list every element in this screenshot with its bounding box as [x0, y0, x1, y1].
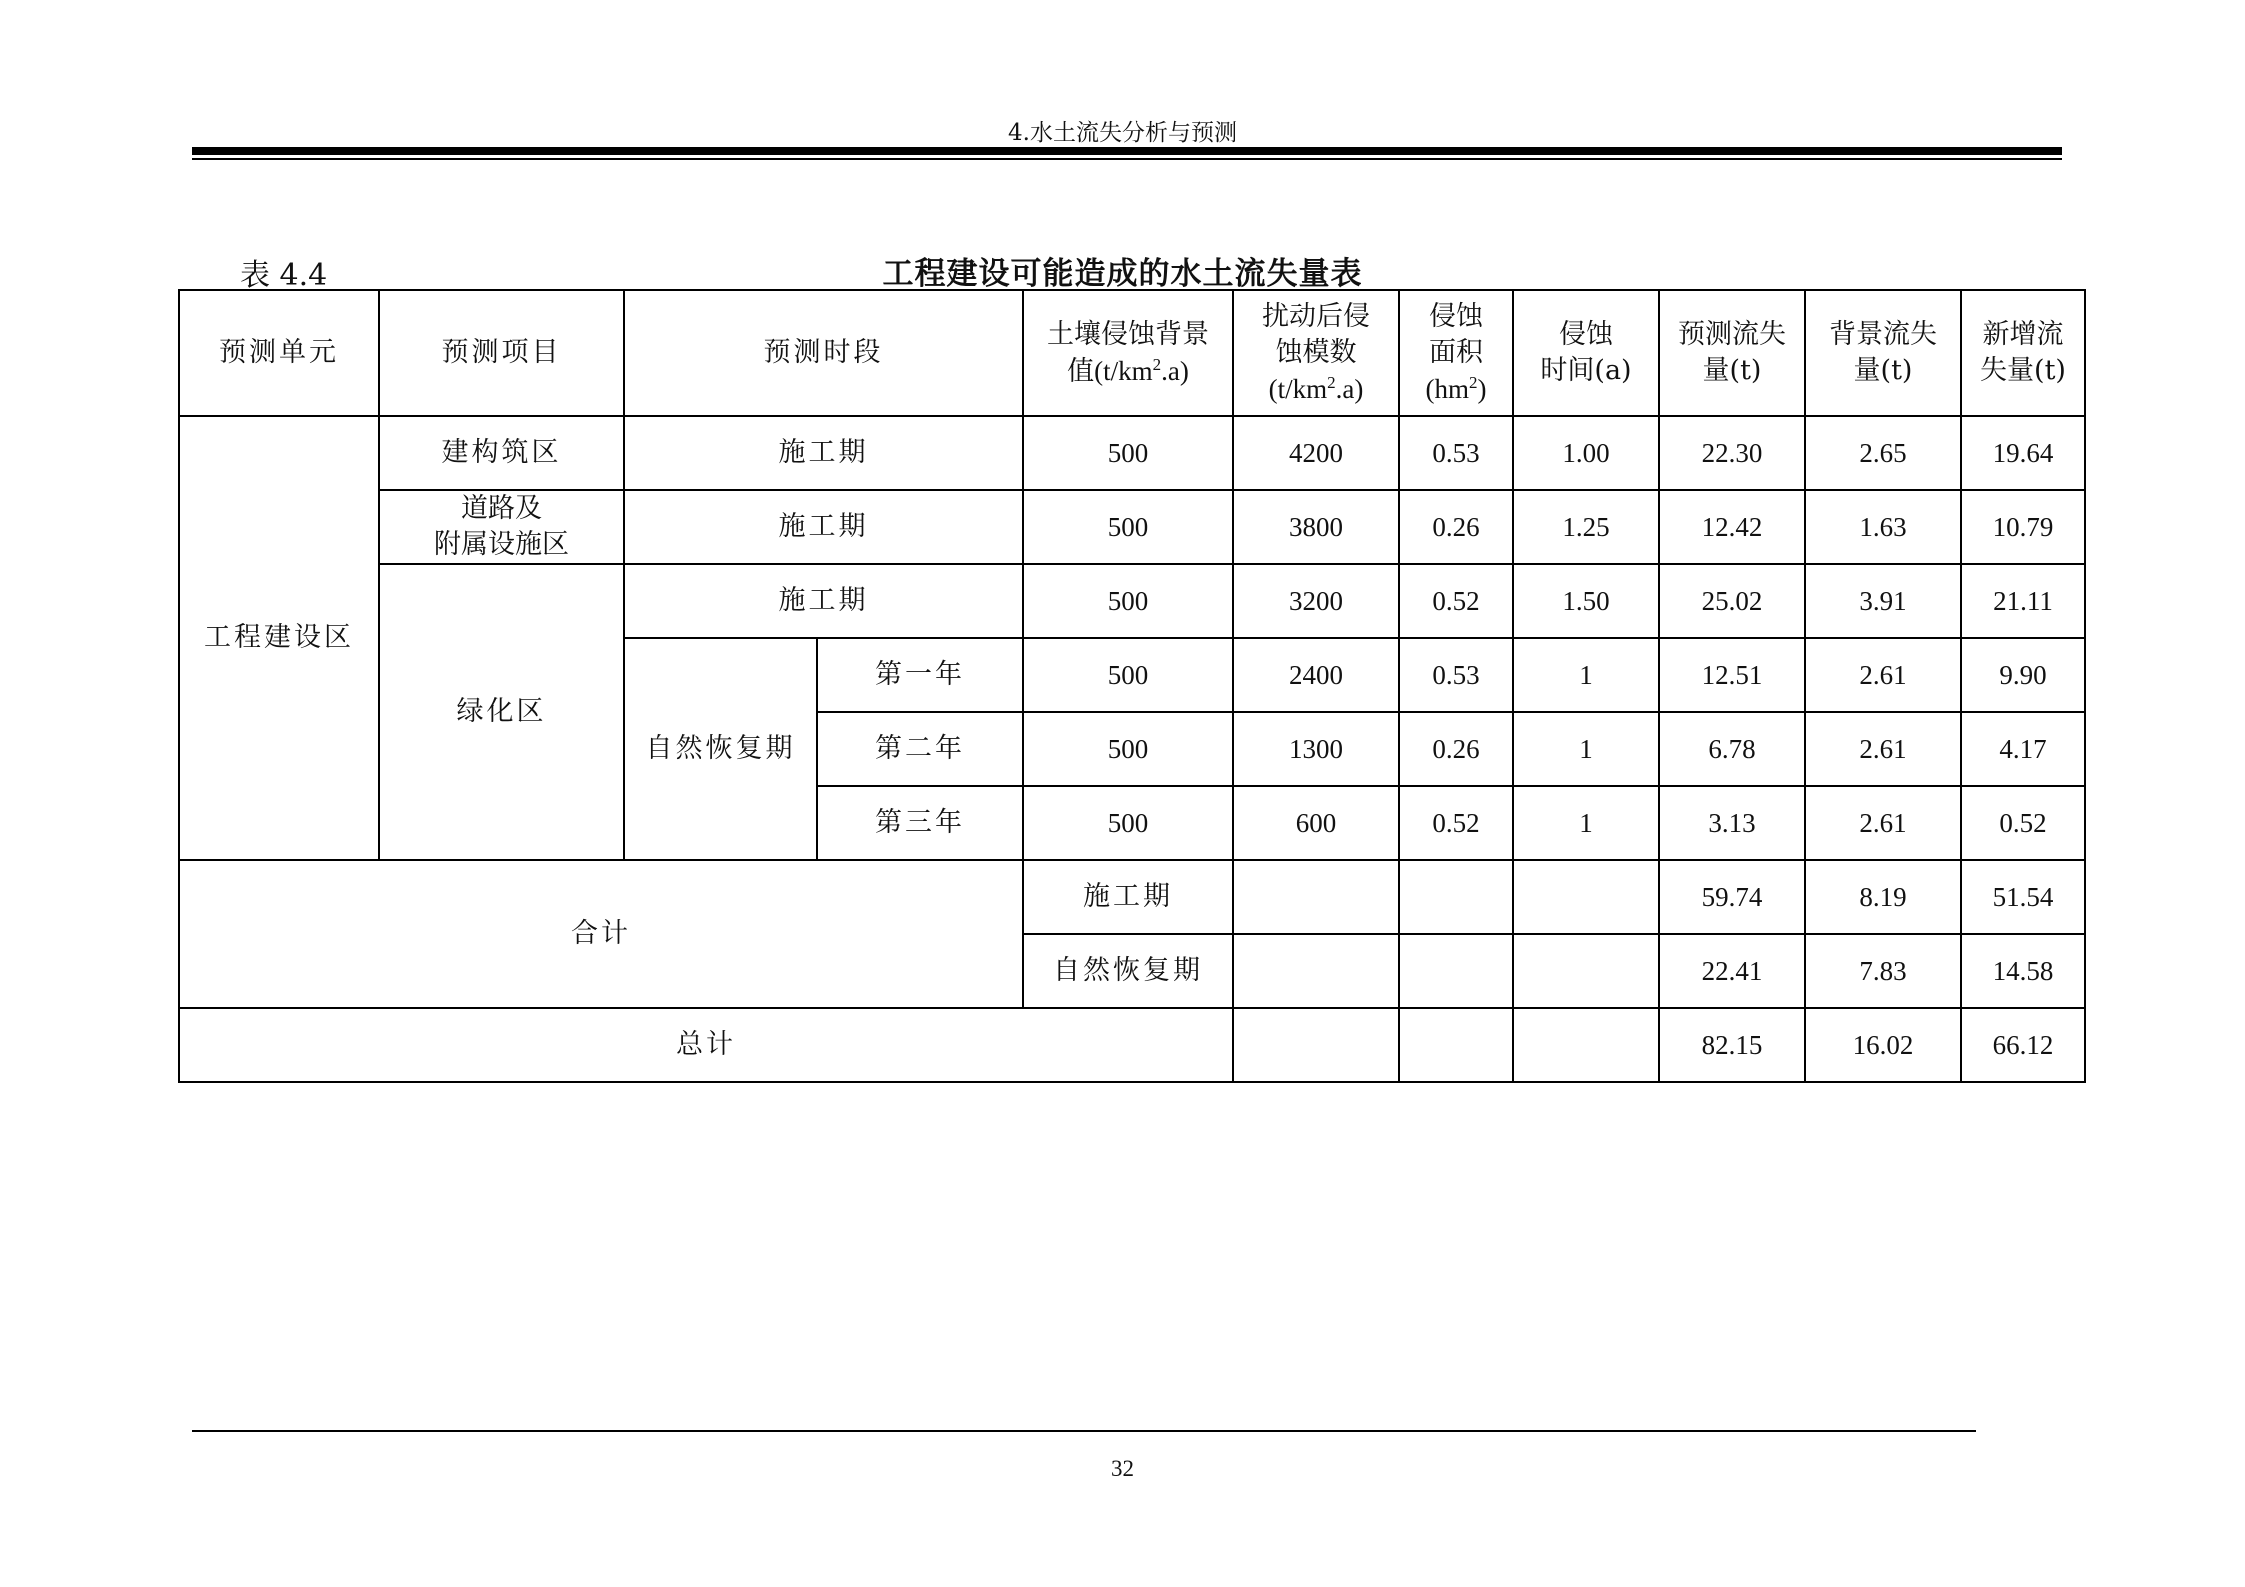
header-bg-line2a: 值(t/km — [1067, 356, 1153, 386]
header-period: 预测时段 — [624, 290, 1023, 416]
header-dist-line3b: .a) — [1335, 374, 1364, 404]
subtotal-period: 施工期 — [1023, 860, 1233, 934]
bgloss-cell: 2.61 — [1805, 786, 1961, 860]
empty-cell — [1399, 934, 1513, 1008]
item-line2: 附属设施区 — [434, 529, 569, 560]
header-area-line3a: (hm — [1425, 374, 1469, 404]
bgloss-cell: 1.63 — [1805, 490, 1961, 564]
period-cell: 施工期 — [624, 416, 1023, 490]
new-cell: 14.58 — [1961, 934, 2085, 1008]
header-area-line2: 面积 — [1429, 337, 1483, 368]
unit-cell: 工程建设区 — [179, 416, 379, 860]
header-sup: 2 — [1327, 373, 1336, 392]
subperiod-cell: 第三年 — [817, 786, 1023, 860]
pred-cell: 12.51 — [1659, 638, 1805, 712]
header-bg-line1: 土壤侵蚀背景 — [1047, 319, 1209, 350]
header-bg-modulus — [1023, 290, 1233, 416]
footer-rule — [192, 1430, 1976, 1432]
table-row — [179, 490, 2085, 564]
dist-cell: 2400 — [1233, 638, 1399, 712]
header-dist-modulus — [1233, 290, 1399, 416]
header-dist-line3a: (t/km — [1268, 374, 1328, 404]
table-row — [179, 416, 2085, 490]
area-cell: 0.52 — [1399, 564, 1513, 638]
header-dist-line1: 扰动后侵 — [1262, 301, 1370, 332]
time-cell: 1.00 — [1513, 416, 1659, 490]
item-cell — [379, 490, 624, 564]
item-cell: 绿化区 — [379, 564, 624, 860]
pred-cell: 82.15 — [1659, 1008, 1805, 1082]
pred-cell: 6.78 — [1659, 712, 1805, 786]
dist-cell: 600 — [1233, 786, 1399, 860]
header-area-line3b: ) — [1477, 374, 1487, 404]
new-cell: 4.17 — [1961, 712, 2085, 786]
header-new — [1961, 290, 2085, 416]
subtotal-period: 自然恢复期 — [1023, 934, 1233, 1008]
time-cell: 1 — [1513, 638, 1659, 712]
header-pred-line1: 预测流失 — [1678, 319, 1786, 350]
header-area — [1399, 290, 1513, 416]
header-bgloss-line2: 量(t) — [1853, 355, 1913, 386]
new-cell: 66.12 — [1961, 1008, 2085, 1082]
table-number: 表 4.4 — [240, 258, 328, 293]
bgloss-cell: 16.02 — [1805, 1008, 1961, 1082]
dist-cell: 3200 — [1233, 564, 1399, 638]
empty-cell — [1233, 1008, 1399, 1082]
header-sup: 2 — [1469, 373, 1478, 392]
header-rule-thin — [192, 158, 2062, 160]
empty-cell — [1399, 860, 1513, 934]
header-bgloss — [1805, 290, 1961, 416]
header-new-line2: 失量(t) — [1980, 355, 2066, 386]
bg-cell: 500 — [1023, 712, 1233, 786]
bg-cell: 500 — [1023, 416, 1233, 490]
page-number: 32 — [1111, 1456, 1134, 1481]
header-row — [179, 290, 2085, 416]
area-cell: 0.53 — [1399, 416, 1513, 490]
item-cell: 建构筑区 — [379, 416, 624, 490]
bgloss-cell: 2.61 — [1805, 638, 1961, 712]
header-time-line2: 时间(a) — [1540, 355, 1632, 386]
bgloss-cell: 7.83 — [1805, 934, 1961, 1008]
header-bg-line2b: .a) — [1161, 356, 1189, 386]
area-cell: 0.26 — [1399, 712, 1513, 786]
empty-cell — [1513, 1008, 1659, 1082]
bgloss-cell: 2.65 — [1805, 416, 1961, 490]
empty-cell — [1233, 934, 1399, 1008]
period-cell: 自然恢复期 — [624, 638, 817, 860]
soil-loss-table — [178, 289, 2086, 1083]
empty-cell — [1399, 1008, 1513, 1082]
new-cell: 21.11 — [1961, 564, 2085, 638]
time-cell: 1.50 — [1513, 564, 1659, 638]
header-pred — [1659, 290, 1805, 416]
empty-cell — [1513, 934, 1659, 1008]
header-time-line1: 侵蚀 — [1559, 319, 1613, 350]
running-header: 4.水土流失分析与预测 — [1008, 120, 1237, 146]
subperiod-cell: 第二年 — [817, 712, 1023, 786]
total-label: 总计 — [179, 1008, 1233, 1082]
bgloss-cell: 8.19 — [1805, 860, 1961, 934]
time-cell: 1 — [1513, 786, 1659, 860]
new-cell: 51.54 — [1961, 860, 2085, 934]
pred-cell: 22.41 — [1659, 934, 1805, 1008]
bg-cell: 500 — [1023, 638, 1233, 712]
dist-cell: 4200 — [1233, 416, 1399, 490]
header-unit: 预测单元 — [179, 290, 379, 416]
subperiod-cell: 第一年 — [817, 638, 1023, 712]
new-cell: 19.64 — [1961, 416, 2085, 490]
empty-cell — [1233, 860, 1399, 934]
item-line1: 道路及 — [461, 493, 542, 524]
pred-cell: 12.42 — [1659, 490, 1805, 564]
table-row — [179, 564, 2085, 638]
dist-cell: 3800 — [1233, 490, 1399, 564]
pred-cell: 22.30 — [1659, 416, 1805, 490]
empty-cell — [1513, 860, 1659, 934]
subtotal-row — [179, 860, 2085, 934]
bg-cell: 500 — [1023, 786, 1233, 860]
header-pred-line2: 量(t) — [1702, 355, 1762, 386]
new-cell: 9.90 — [1961, 638, 2085, 712]
time-cell: 1 — [1513, 712, 1659, 786]
bgloss-cell: 3.91 — [1805, 564, 1961, 638]
pred-cell: 3.13 — [1659, 786, 1805, 860]
pred-cell: 59.74 — [1659, 860, 1805, 934]
new-cell: 0.52 — [1961, 786, 2085, 860]
header-sup: 2 — [1152, 355, 1162, 374]
area-cell: 0.26 — [1399, 490, 1513, 564]
new-cell: 10.79 — [1961, 490, 2085, 564]
header-area-line1: 侵蚀 — [1429, 301, 1483, 332]
bg-cell: 500 — [1023, 490, 1233, 564]
pred-cell: 25.02 — [1659, 564, 1805, 638]
header-bgloss-line1: 背景流失 — [1829, 319, 1937, 350]
header-dist-line2: 蚀模数 — [1275, 337, 1357, 368]
header-item: 预测项目 — [379, 290, 624, 416]
bgloss-cell: 2.61 — [1805, 712, 1961, 786]
header-new-line1: 新增流 — [1982, 319, 2064, 350]
dist-cell: 1300 — [1233, 712, 1399, 786]
period-cell: 施工期 — [624, 564, 1023, 638]
period-cell: 施工期 — [624, 490, 1023, 564]
table-title: 工程建设可能造成的水土流失量表 — [882, 256, 1363, 292]
total-row — [179, 1008, 2085, 1082]
time-cell: 1.25 — [1513, 490, 1659, 564]
header-rule-thick — [192, 147, 2062, 155]
header-time — [1513, 290, 1659, 416]
area-cell: 0.53 — [1399, 638, 1513, 712]
subtotal-label: 合计 — [179, 860, 1023, 1008]
bg-cell: 500 — [1023, 564, 1233, 638]
area-cell: 0.52 — [1399, 786, 1513, 860]
